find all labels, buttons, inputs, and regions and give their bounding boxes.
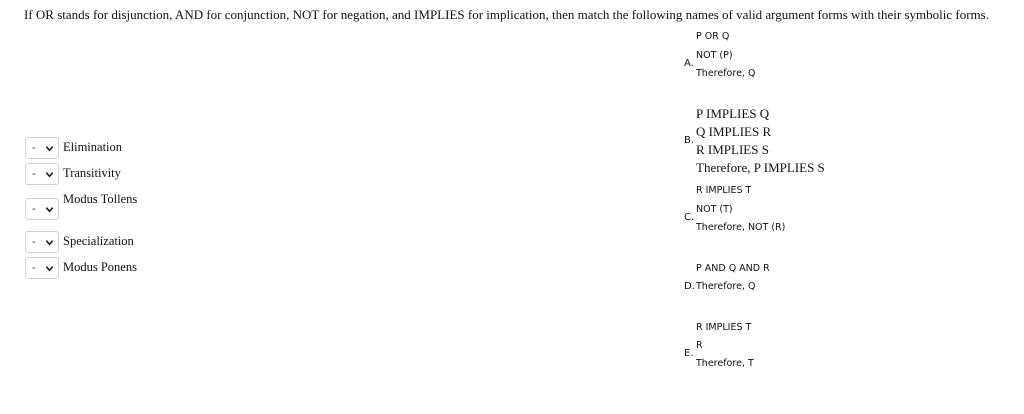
match-row bbox=[25, 189, 137, 220]
select-value: - bbox=[32, 142, 36, 154]
option-letter: D. bbox=[684, 281, 695, 292]
chevron-down-icon bbox=[45, 205, 54, 214]
chevron-down-icon bbox=[45, 264, 54, 273]
option-letter: E. bbox=[684, 348, 694, 359]
option-line: P OR Q bbox=[696, 31, 730, 42]
answer-select[interactable] bbox=[25, 137, 59, 159]
argument-name: Elimination bbox=[63, 140, 123, 154]
chevron-down-icon bbox=[45, 170, 54, 179]
option-line: Therefore, Q bbox=[696, 68, 756, 79]
answer-select[interactable] bbox=[25, 163, 59, 185]
match-row bbox=[25, 137, 122, 159]
option-line: NOT (P) bbox=[696, 50, 733, 61]
option-line: R bbox=[696, 340, 703, 351]
option-line: R IMPLIES T bbox=[696, 185, 752, 196]
argument-name: Modus Tollens bbox=[63, 192, 138, 206]
argument-name: Specialization bbox=[63, 234, 134, 248]
answer-select[interactable] bbox=[25, 231, 59, 253]
question-text: If OR stands for disjunction, AND for conjunction, NOT for negation, and IMPLIES for implication, then match the following names of valid argument forms with their symbolic forms. bbox=[24, 7, 989, 22]
option-line: Therefore, Q bbox=[696, 281, 756, 292]
answer-select[interactable] bbox=[25, 257, 59, 279]
option-line: Q IMPLIES R bbox=[696, 124, 772, 139]
option-line: Therefore, P IMPLIES S bbox=[696, 160, 825, 175]
chevron-down-icon bbox=[45, 144, 54, 153]
option-letter: B. bbox=[684, 135, 695, 146]
option-line: Therefore, T bbox=[696, 358, 754, 369]
match-row bbox=[25, 231, 134, 253]
option-line: P AND Q AND R bbox=[696, 263, 770, 274]
select-value: - bbox=[32, 168, 36, 180]
select-value: - bbox=[32, 236, 36, 248]
match-row bbox=[25, 163, 121, 185]
option-line: P IMPLIES Q bbox=[696, 106, 770, 121]
option-line: R IMPLIES T bbox=[696, 322, 752, 333]
select-value: - bbox=[32, 262, 36, 274]
select-value: - bbox=[32, 203, 36, 215]
answer-select[interactable] bbox=[25, 198, 59, 220]
option-line: Therefore, NOT (R) bbox=[696, 222, 786, 233]
argument-name: Modus Ponens bbox=[63, 260, 137, 274]
option-letter: A. bbox=[684, 58, 694, 69]
match-row bbox=[25, 257, 137, 279]
option-letter: C. bbox=[684, 212, 695, 223]
option-line: R IMPLIES S bbox=[696, 142, 769, 157]
chevron-down-icon bbox=[45, 238, 54, 247]
argument-name: Transitivity bbox=[63, 166, 121, 180]
option-line: NOT (T) bbox=[696, 204, 733, 215]
